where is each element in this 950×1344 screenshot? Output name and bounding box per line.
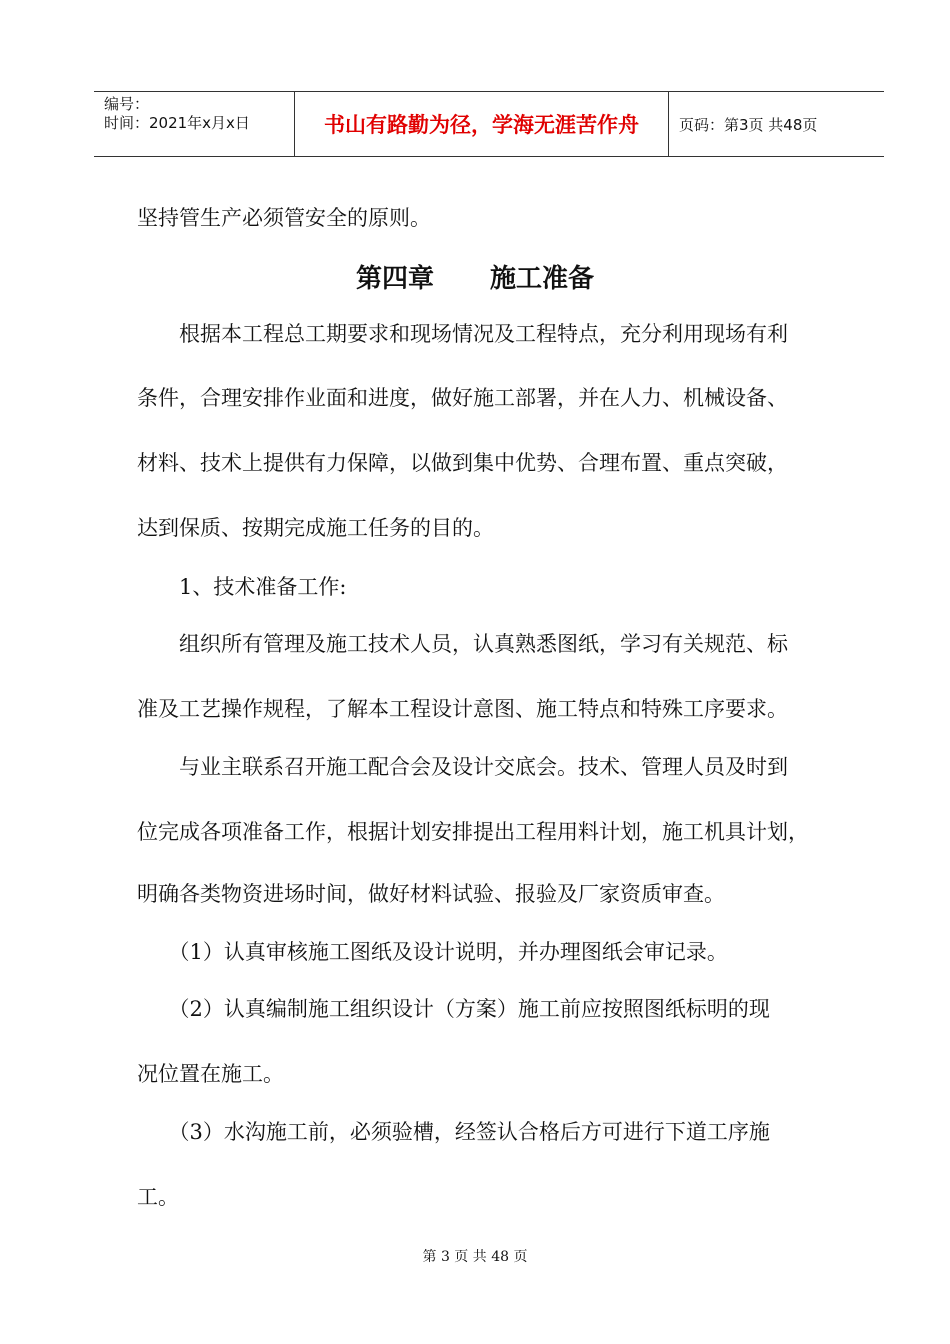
paragraph-line: 与业主联系召开施工配合会及设计交底会。技术、管理人员及时到 xyxy=(137,755,788,779)
paragraph-line: 材料、技术上提供有力保障，以做到集中优势、合理布置、重点突破， xyxy=(137,451,788,475)
paragraph-line: 况位置在施工。 xyxy=(137,1062,284,1086)
list-item: （2）认真编制施工组织设计（方案）施工前应按照图纸标明的现 xyxy=(137,997,770,1021)
paragraph-line: 组织所有管理及施工技术人员，认真熟悉图纸，学习有关规范、标 xyxy=(137,632,788,656)
page-footer: 第 3 页 共 48 页 xyxy=(422,1249,528,1265)
section-heading: 1、技术准备工作: xyxy=(137,575,347,599)
paragraph-line: 条件，合理安排作业面和进度，做好施工部署，并在人力、机械设备、 xyxy=(137,386,788,410)
list-item: （3）水沟施工前，必须验槽，经签认合格后方可进行下道工序施 xyxy=(137,1120,770,1144)
header-page-info: 页码：第3页 共48页 xyxy=(679,115,818,134)
paragraph-line: 工。 xyxy=(137,1185,179,1209)
chapter-title: 施工准备 xyxy=(490,264,595,294)
chapter-heading xyxy=(0,258,950,295)
paragraph-line: 坚持管生产必须管安全的原则。 xyxy=(137,206,431,230)
paragraph-line: 根据本工程总工期要求和现场情况及工程特点，充分利用现场有利 xyxy=(137,322,788,346)
paragraph-line: 达到保质、按期完成施工任务的目的。 xyxy=(137,516,494,540)
header-motto: 书山有路勤为径，学海无涯苦作舟 xyxy=(295,92,669,156)
header-meta xyxy=(94,92,295,156)
list-item: （1）认真审核施工图纸及设计说明，并办理图纸会审记录。 xyxy=(137,940,728,964)
paragraph-line: 位完成各项准备工作，根据计划安排提出工程用料计划，施工机具计划， xyxy=(137,820,809,844)
page-header xyxy=(94,91,884,157)
chapter-number: 第四章 xyxy=(355,264,434,294)
paragraph-line: 明确各类物资进场时间，做好材料试验、报验及厂家资质审查。 xyxy=(137,882,725,906)
paragraph-line: 准及工艺操作规程，了解本工程设计意图、施工特点和特殊工序要求。 xyxy=(137,697,788,721)
number-label: 编号： xyxy=(104,95,150,113)
time-label: 时间：2021年x月x日 xyxy=(104,114,250,132)
